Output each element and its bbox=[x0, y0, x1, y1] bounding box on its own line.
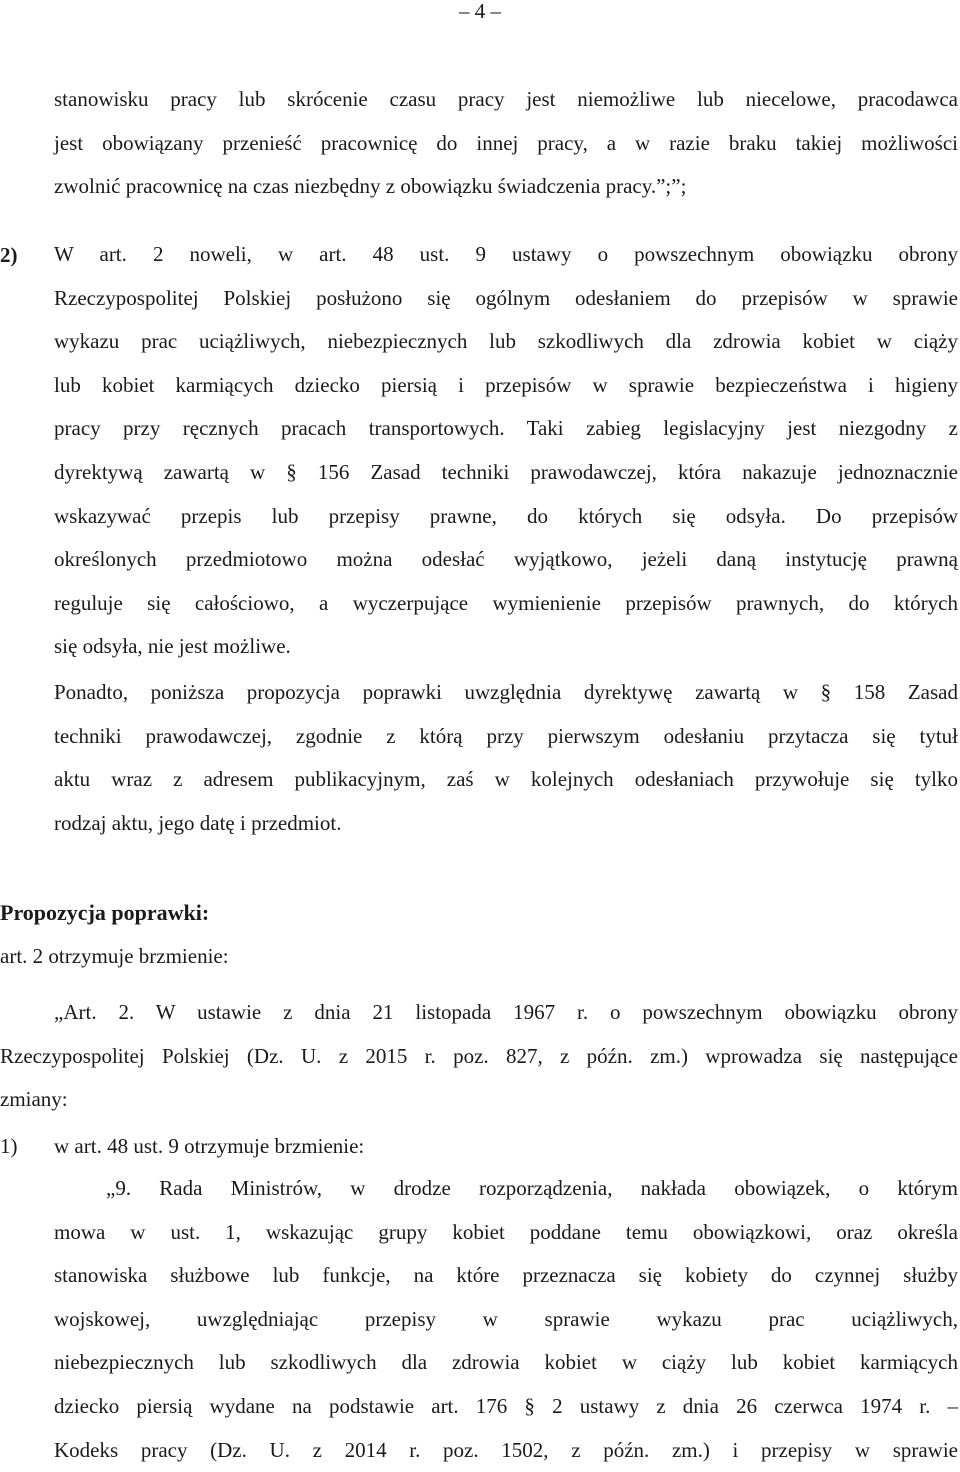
text-line: reguluje się całościowo, a wyczerpujące wymienienie przepisów prawnych, do których bbox=[54, 590, 958, 615]
text-line: dyrektywą zawartą w § 156 Zasad techniki prawodawczej, która nakazuje jednoznacznie bbox=[54, 459, 958, 484]
text-line: mowa w ust. 1, wskazując grupy kobiet poddane temu obowiązkowi, oraz określa bbox=[54, 1219, 958, 1244]
page-number: – 4 – bbox=[459, 0, 501, 23]
text-line: lub kobiet karmiących dziecko piersią i przepisów w sprawie bezpieczeństwa i higieny bbox=[54, 372, 958, 397]
text-line: Rzeczypospolitej Polskiej posłużono się ogólnym odesłaniem do przepisów w sprawie bbox=[54, 285, 958, 310]
text-line: zmiany: bbox=[0, 1087, 68, 1112]
text-line: stanowiska służbowe lub funkcje, na które przeznacza się kobiety do czynnej służby bbox=[54, 1263, 958, 1288]
text-line: jest obowiązany przenieść pracownicę do innej pracy, a w razie braku takiej możliwości bbox=[54, 130, 958, 155]
text-line: niebezpiecznych lub szkodliwych dla zdrowia kobiet w ciąży lub kobiet karmiących bbox=[54, 1350, 958, 1375]
text-line: rodzaj aktu, jego datę i przedmiot. bbox=[54, 810, 342, 835]
text-line: określonych przedmiotowo można odesłać wyjątkowo, jeżeli daną instytucję prawną bbox=[54, 547, 958, 572]
text-line: wykazu prac uciążliwych, niebezpiecznych lub szkodliwych dla zdrowia kobiet w ciąży bbox=[54, 329, 958, 354]
proposal-intro: art. 2 otrzymuje brzmienie: bbox=[0, 944, 229, 968]
text-line: Rzeczypospolitej Polskiej (Dz. U. z 2015 r. poz. 827, z późn. zm.) wprowadza się następujące bbox=[0, 1043, 958, 1068]
article-text bbox=[0, 991, 958, 1122]
proposal-heading: Propozycja poprawki: bbox=[0, 900, 210, 925]
text-line: aktu wraz z adresem publikacyjnym, zaś w kolejnych odesłaniach przywołuje się tylko bbox=[54, 767, 958, 792]
text-line: zwolnić pracownicę na czas niezbędny z obowiązku świadczenia pracy.”;”; bbox=[54, 174, 687, 199]
point2-paragraph-2 bbox=[54, 671, 958, 845]
text-line: Ponadto, poniższa propozycja poprawki uwzględnia dyrektywę zawartą w § 158 Zasad bbox=[54, 680, 958, 704]
text-line: stanowisku pracy lub skrócenie czasu pracy jest niemożliwe lub niecelowe, pracodawca bbox=[54, 87, 958, 111]
quoted-provision bbox=[54, 1167, 958, 1472]
point2-paragraph bbox=[54, 233, 958, 669]
text-line: „Art. 2. W ustawie z dnia 21 listopada 1967 r. o powszechnym obowiązku obrony bbox=[54, 1000, 958, 1024]
item-label: 1) bbox=[0, 1134, 18, 1158]
top-paragraph bbox=[54, 78, 958, 209]
point-label: 2) bbox=[0, 243, 18, 267]
text-line: się odsyła, nie jest możliwe. bbox=[54, 634, 291, 659]
text-line: wojskowej, uwzględniając przepisy w sprawie wykazu prac uciążliwych, bbox=[54, 1306, 958, 1331]
text-line: pracy przy ręcznych pracach transportowych. Taki zabieg legislacyjny jest niezgodny z bbox=[54, 416, 958, 441]
text-line: W art. 2 noweli, w art. 48 ust. 9 ustawy o powszechnym obowiązku obrony bbox=[54, 242, 958, 266]
text-line: „9. Rada Ministrów, w drodze rozporządzenia, nakłada obowiązek, o którym bbox=[106, 1176, 958, 1200]
text-line: wskazywać przepis lub przepisy prawne, do których się odsyła. Do przepisów bbox=[54, 503, 958, 528]
text-line: dziecko piersią wydane na podstawie art. 176 § 2 ustawy z dnia 26 czerwca 1974 r. – bbox=[54, 1393, 958, 1418]
item-text: w art. 48 ust. 9 otrzymuje brzmienie: bbox=[54, 1134, 365, 1158]
text-line: techniki prawodawczej, zgodnie z którą przy pierwszym odesłaniu przytacza się tytuł bbox=[54, 723, 958, 748]
text-line: Kodeks pracy (Dz. U. z 2014 r. poz. 1502, z późn. zm.) i przepisy w sprawie bbox=[54, 1437, 958, 1462]
